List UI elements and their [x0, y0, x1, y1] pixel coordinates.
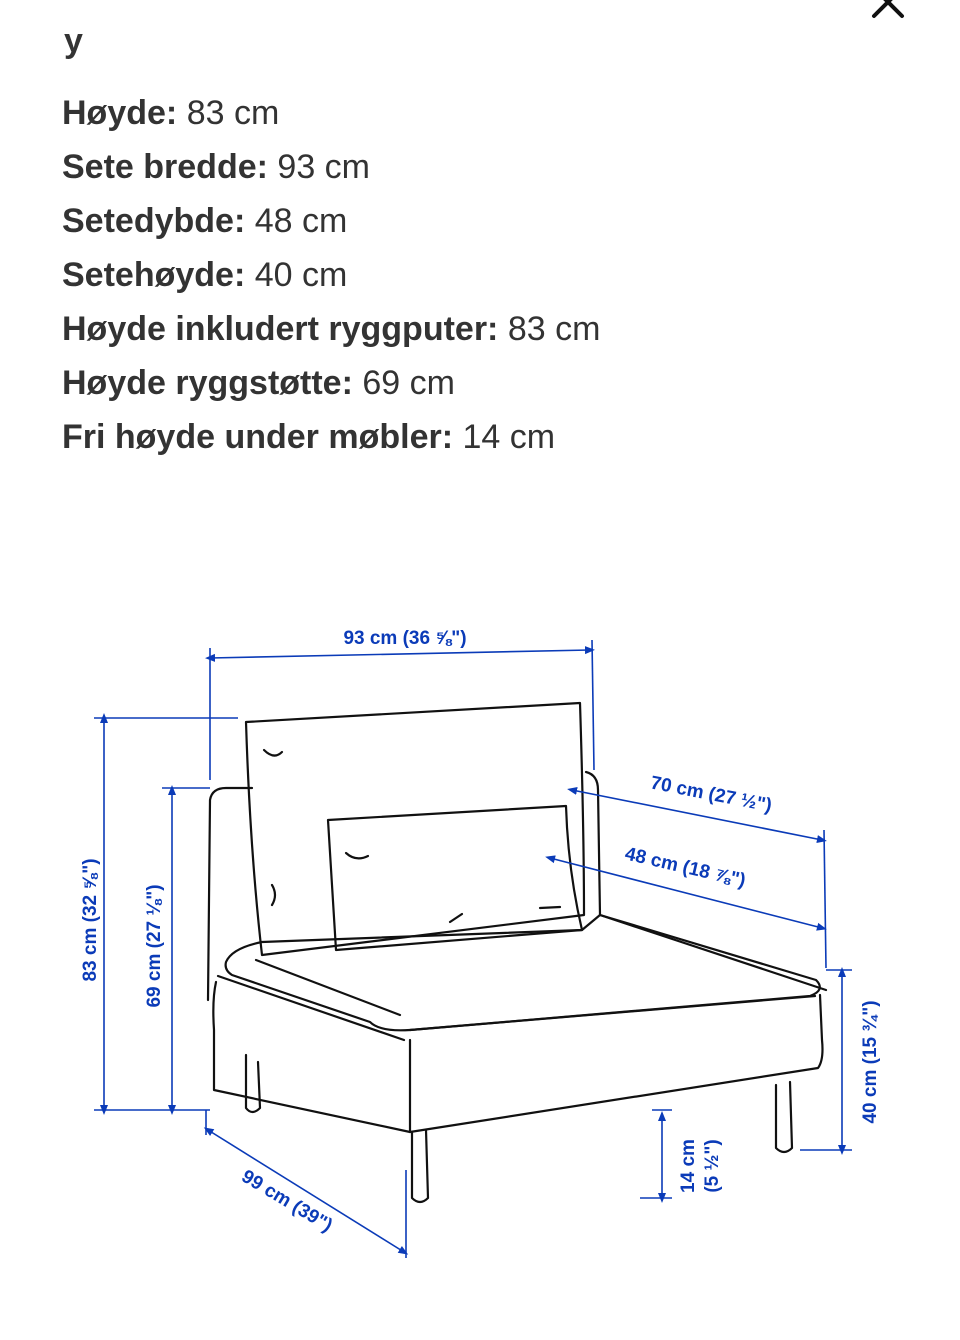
depth-dimension-line — [208, 1130, 404, 1252]
spec-label: Høyde inkludert ryggputer: — [62, 310, 499, 348]
spec-row-seat-width — [62, 140, 922, 194]
spec-label: Høyde ryggstøtte: — [62, 364, 353, 402]
dimension-specs-list — [62, 86, 922, 464]
clearance-cm-label: 14 cm — [678, 1139, 699, 1193]
spec-label: Setehøyde: — [62, 256, 246, 294]
spec-value: 83 cm — [507, 310, 601, 348]
spec-row-height-with-cushions — [62, 302, 922, 356]
sofa-illustration — [208, 703, 826, 1202]
width-dimension-line — [210, 650, 590, 658]
spec-row-free-height — [62, 410, 922, 464]
seat-depth-label: 48 cm (18 ⅞") — [622, 843, 748, 892]
spec-value: 40 cm — [254, 256, 348, 294]
spec-row-seat-depth — [62, 194, 922, 248]
spec-value: 69 cm — [362, 364, 455, 402]
spec-value: 83 cm — [186, 94, 280, 132]
total-height-label: 83 cm (32 ⅝") — [80, 858, 101, 982]
close-icon — [866, 0, 910, 26]
clearance-in-label: (5 ½") — [702, 1139, 723, 1193]
backrest-height-label: 69 cm (27 ⅛") — [144, 884, 165, 1008]
spec-value: 48 cm — [254, 202, 348, 240]
depth-label: 99 cm (39") — [237, 1166, 336, 1237]
seat-height-label: 40 cm (15 ¾") — [860, 1000, 881, 1124]
spec-value: 93 cm — [277, 148, 370, 186]
spec-label: Fri høyde under møbler: — [62, 418, 454, 456]
sofa-module-drawing — [0, 600, 960, 1300]
close-button[interactable] — [866, 0, 910, 26]
spec-label: Høyde: — [62, 94, 178, 132]
spec-row-backrest-height — [62, 356, 922, 410]
spec-label: Sete bredde: — [62, 148, 268, 186]
clipped-text-fragment: y — [64, 22, 83, 60]
spec-row-seat-height — [62, 248, 922, 302]
total-depth-label: 70 cm (27 ½") — [648, 772, 774, 817]
spec-row-height — [62, 86, 922, 140]
spec-label: Setedybde: — [62, 202, 246, 240]
width-label: 93 cm (36 ⅝") — [343, 628, 467, 649]
product-dimension-drawing — [0, 600, 960, 1300]
spec-value: 14 cm — [462, 418, 556, 456]
